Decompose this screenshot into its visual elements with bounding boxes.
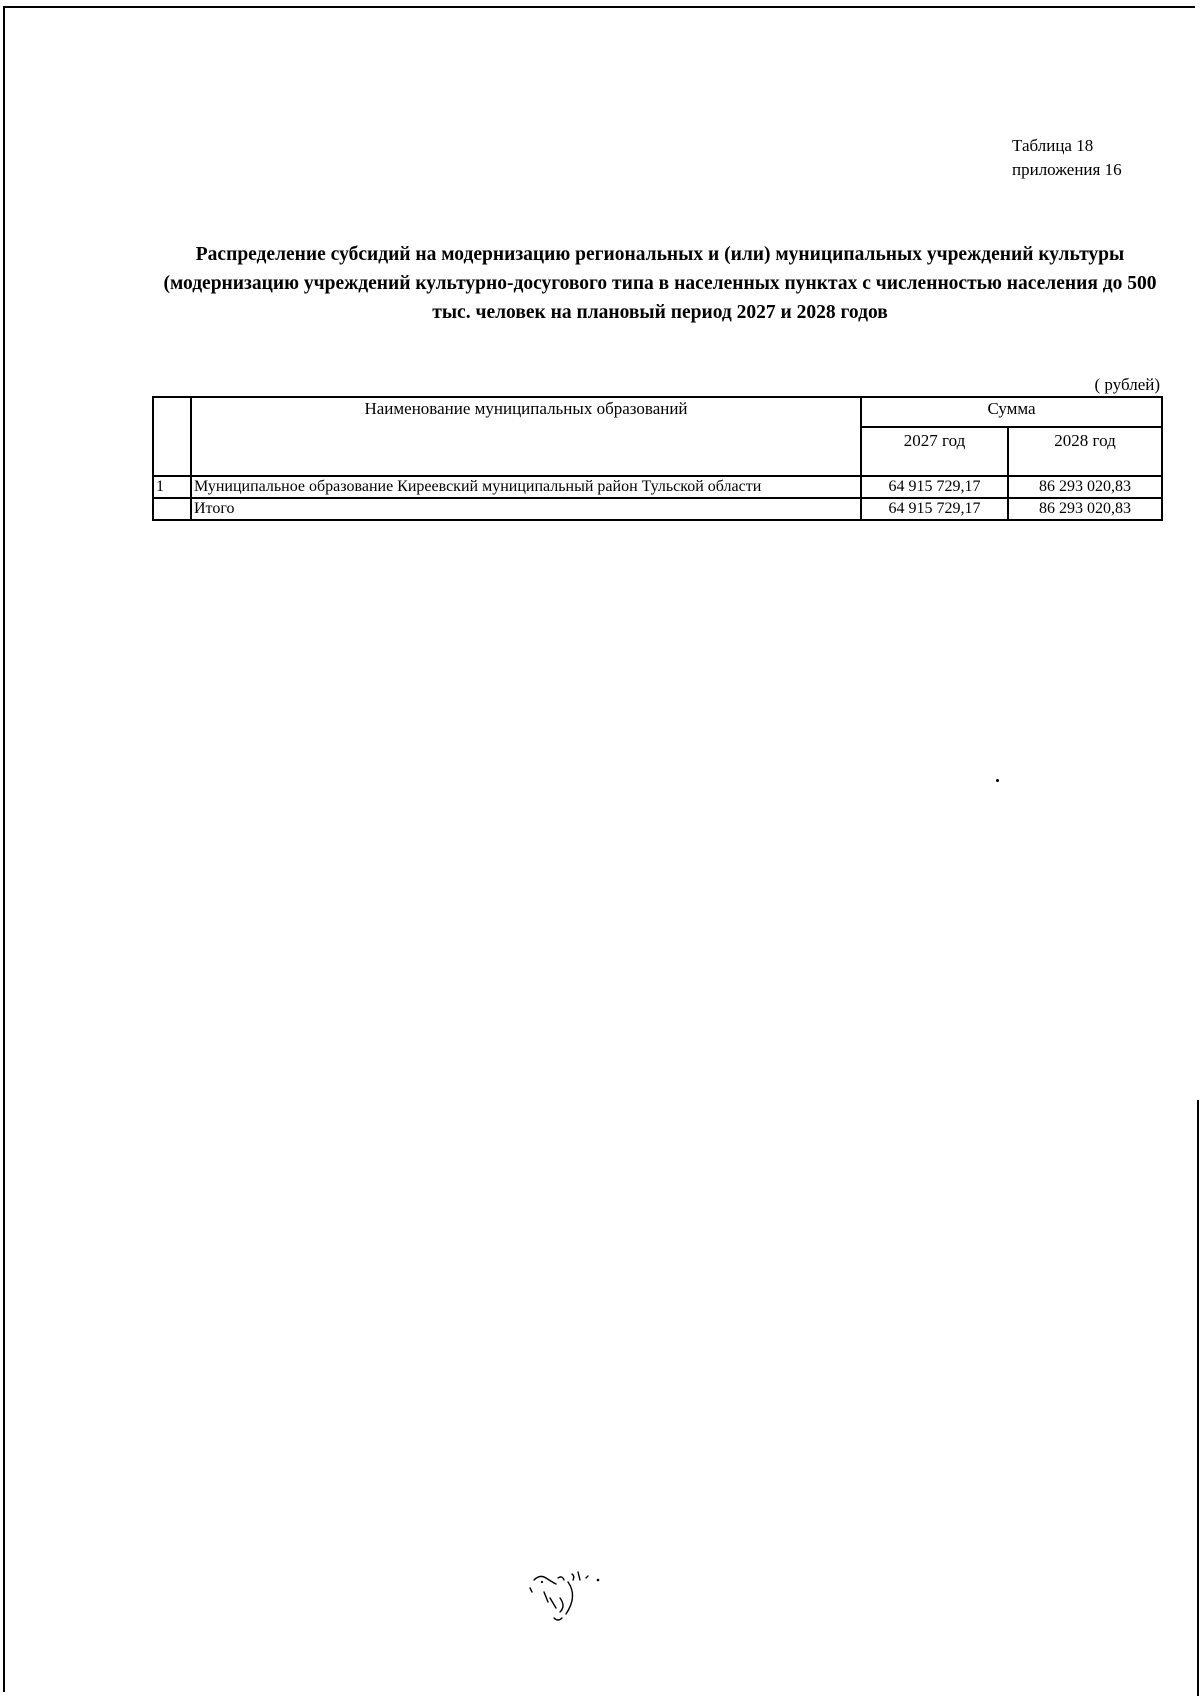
total-label: Итого <box>191 498 861 520</box>
header-2028-cell: 2028 год <box>1008 427 1162 476</box>
header-sum-cell: Сумма <box>861 397 1162 427</box>
header-number-cell <box>153 397 191 476</box>
total-row <box>153 498 1162 520</box>
page-border-right <box>1197 1100 1199 1696</box>
row-number: 1 <box>153 476 191 498</box>
table-header-row <box>153 397 1162 427</box>
appendix-label: приложения 16 <box>1012 160 1122 179</box>
table-row <box>153 476 1162 498</box>
row-value-2028: 86 293 020,83 <box>1008 476 1162 498</box>
units-note: ( рублей) <box>1094 375 1160 394</box>
row-name: Муниципальное образование Киреевский муниципальный район Тульской области <box>191 476 861 498</box>
header-2027-cell: 2027 год <box>861 427 1008 476</box>
page-header <box>1012 134 1122 182</box>
header-name-cell: Наименование муниципальных образований <box>191 397 861 476</box>
total-value-2028: 86 293 020,83 <box>1008 498 1162 520</box>
handwritten-signature <box>520 1568 630 1648</box>
stray-dot-mark <box>996 779 999 782</box>
total-value-2027: 64 915 729,17 <box>861 498 1008 520</box>
table-number-label: Таблица 18 <box>1012 136 1094 155</box>
total-number <box>153 498 191 520</box>
row-value-2027: 64 915 729,17 <box>861 476 1008 498</box>
document-title: Распределение субсидий на модернизацию региональных и (или) муниципальных учреждений культуры (модернизацию учреждений культурно-досугового типа в населенных пунктах с численностью населения до 500 тыс. человек на плановый период 2027 и 2028 годов <box>163 244 1157 323</box>
subsidy-table <box>152 396 1163 521</box>
